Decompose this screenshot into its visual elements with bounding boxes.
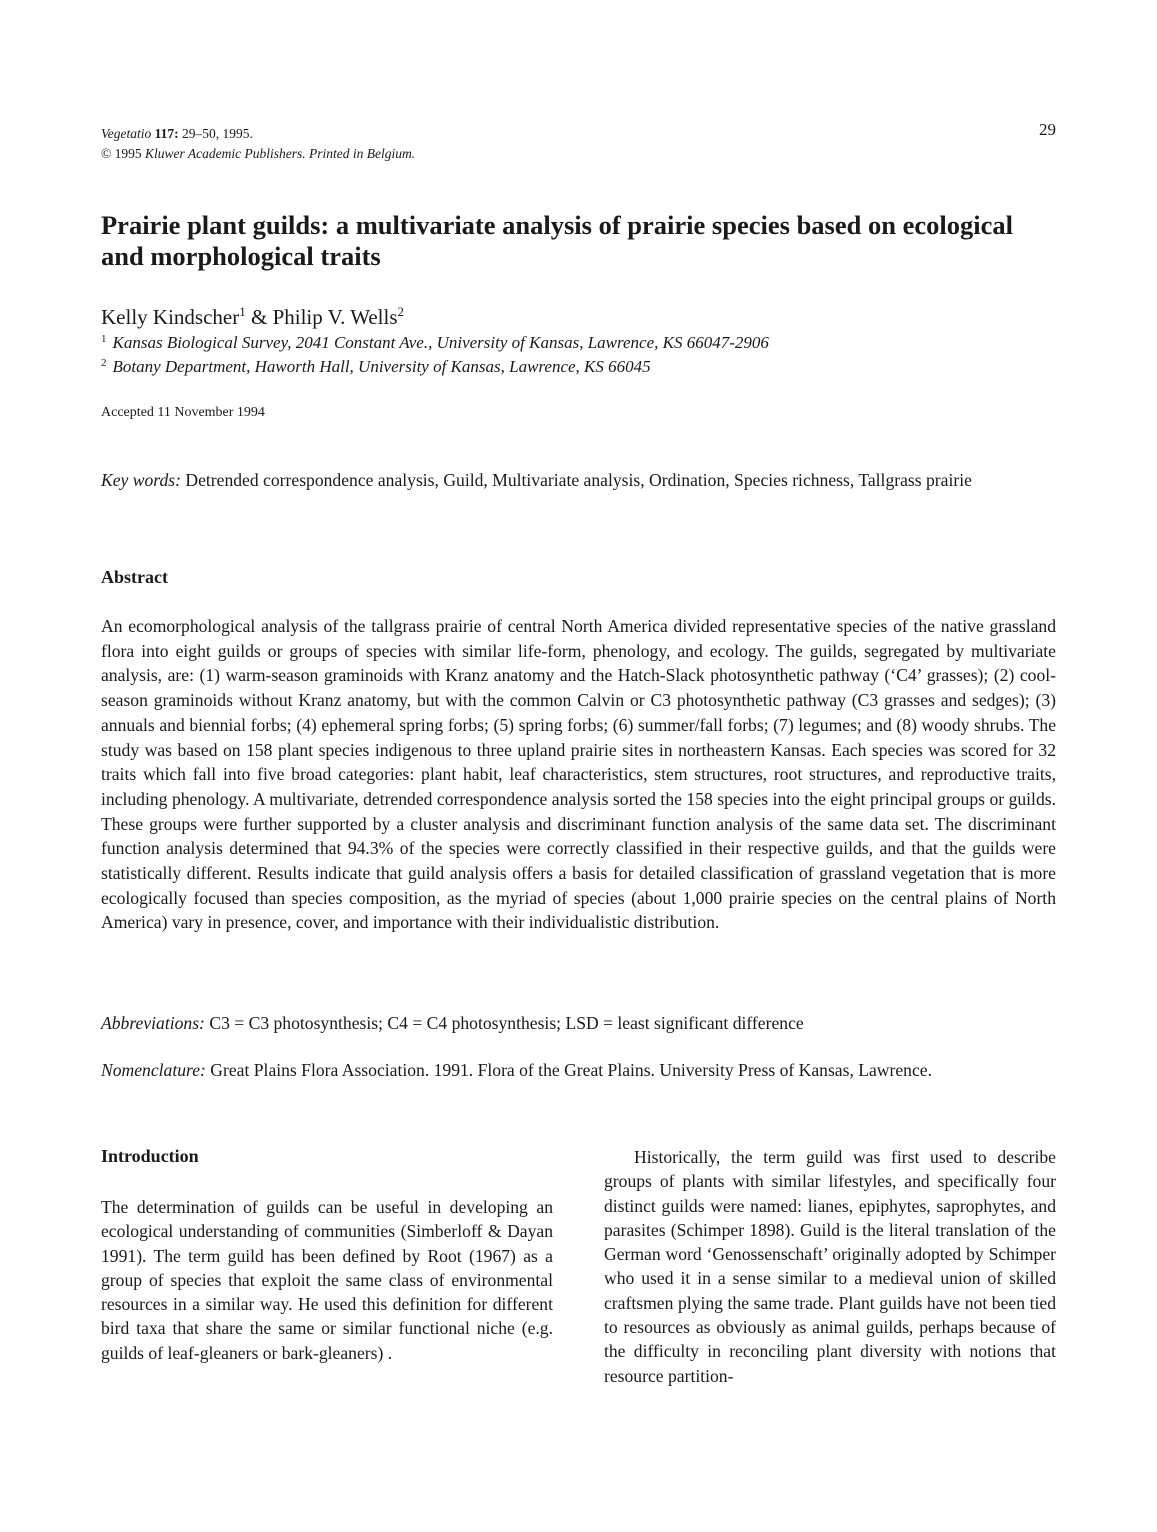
journal-name: Vegetatio: [101, 126, 152, 141]
author-affiliation-mark: 1: [239, 304, 246, 319]
affiliation-text: Kansas Biological Survey, 2041 Constant Ave., University of Kansas, Lawrence, KS 66047-2906: [112, 333, 769, 352]
keywords-text: Detrended correspondence analysis, Guild, Multivariate analysis, Ordination, Species richness, Tallgrass prairie: [185, 470, 972, 490]
author-affiliation-mark: 2: [397, 304, 404, 319]
nomenclature-text: Great Plains Flora Association. 1991. Flora of the Great Plains. University Press of Kansas, Lawrence.: [210, 1060, 932, 1080]
author-name: Kelly Kindscher: [101, 305, 240, 329]
introduction-paragraph: The determination of guilds can be useful in developing an ecological understanding of communities (Simberloff & Dayan 1991). The term guild has been defined by Root (1967) as a group of species that exploit the same class of environmental resources in a similar way. He used this definition for different bird taxa that share the same or similar functional niche (e.g. guilds of leaf-gleaners or bark-gleaners) .: [101, 1197, 553, 1363]
author-name: Philip V. Wells: [272, 305, 398, 329]
keywords: [101, 468, 1056, 493]
page-number: 29: [1039, 120, 1056, 139]
accepted-date: Accepted 11 November 1994: [101, 405, 265, 420]
abstract-heading: Abstract: [101, 567, 168, 587]
affiliation-text: Botany Department, Haworth Hall, University of Kansas, Lawrence, KS 66045: [112, 357, 651, 376]
introduction-paragraph: Historically, the term guild was first used to describe groups of plants with similar lifestyles, and specifically four distinct guilds were named: lianes, epiphytes, saprophytes, and parasites (Schimper 1898). Guild is the literal translation of the German word ‘Genossenschaft’ originally adopted by Schimper who used it in a sense similar to a medieval union of skilled craftsmen plying the same trade. Plant guilds have not been tied to resources as obviously as animal guilds, perhaps because of the difficulty in reconciling plant diversity with notions that resource partition-: [604, 1147, 1056, 1386]
affiliation: [101, 333, 769, 353]
paper-title: Prairie plant guilds: a multivariate analysis of prairie species based on ecological and morphological traits: [101, 210, 1013, 271]
copyright-line: [101, 144, 1056, 164]
introduction-left-column: [101, 1195, 553, 1365]
nomenclature: [101, 1058, 1056, 1083]
author-line: [101, 304, 404, 330]
introduction-right-column: [604, 1145, 1056, 1388]
copyright-year: 1995: [114, 146, 142, 161]
journal-volume: 117:: [154, 126, 179, 141]
copyright-symbol: ©: [101, 146, 112, 161]
abbreviations-label: Abbreviations:: [101, 1013, 205, 1033]
affiliation: [101, 357, 651, 377]
abstract-text: An ecomorphological analysis of the tallgrass prairie of central North America divided representative species of the native grassland flora into eight guilds or groups of species with similar life-form, phenology, and ecology. The guilds, segregated by multivariate analysis, are: (1) warm-season graminoids with Kranz anatomy and the Hatch-Slack photosynthetic pathway (‘C4’ grasses); (2) cool-season graminoids without Kranz anatomy, but with the common Calvin or C3 photosynthetic pathway (C3 grasses and sedges); (3) annuals and biennial forbs; (4) ephemeral spring forbs; (5) spring forbs; (6) summer/fall forbs; (7) legumes; and (8) woody shrubs. The study was based on 158 plant species indigenous to three upland prairie sites in northeastern Kansas. Each species was scored for 32 traits which fall into five broad categories: plant habit, leaf characteristics, stem structures, root structures, and reproductive traits, including phenology. A multivariate, detrended correspondence analysis sorted the 158 species into the eight principal groups or guilds. These groups were further supported by a cluster analysis and discriminant function analysis of the same data set. The discriminant function analysis determined that 94.3% of the species were correctly classified in their respective guilds, and that the guilds were statistically different. Results indicate that guild analysis offers a basis for detailed classification of grassland vegetation that is more ecologically focused than species composition, as the myriad of species (about 1,000 prairie species on the central plains of North America) vary in presence, cover, and importance with their individualistic distribution.: [101, 616, 1056, 933]
affiliation-mark: 2: [101, 357, 107, 369]
keywords-label: Key words:: [101, 470, 181, 490]
journal-header: [101, 120, 1056, 164]
journal-pages-year: 29–50, 1995.: [182, 126, 253, 141]
abbreviations: [101, 1011, 1056, 1036]
publisher: Kluwer Academic Publishers. Printed in Belgium.: [145, 146, 416, 161]
affiliation-mark: 1: [101, 333, 107, 345]
abbreviations-text: C3 = C3 photosynthesis; C4 = C4 photosynthesis; LSD = least significant difference: [209, 1013, 804, 1033]
introduction-heading: Introduction: [101, 1146, 199, 1166]
citation-line: [101, 124, 1056, 144]
author-separator: &: [250, 305, 268, 329]
nomenclature-label: Nomenclature:: [101, 1060, 206, 1080]
